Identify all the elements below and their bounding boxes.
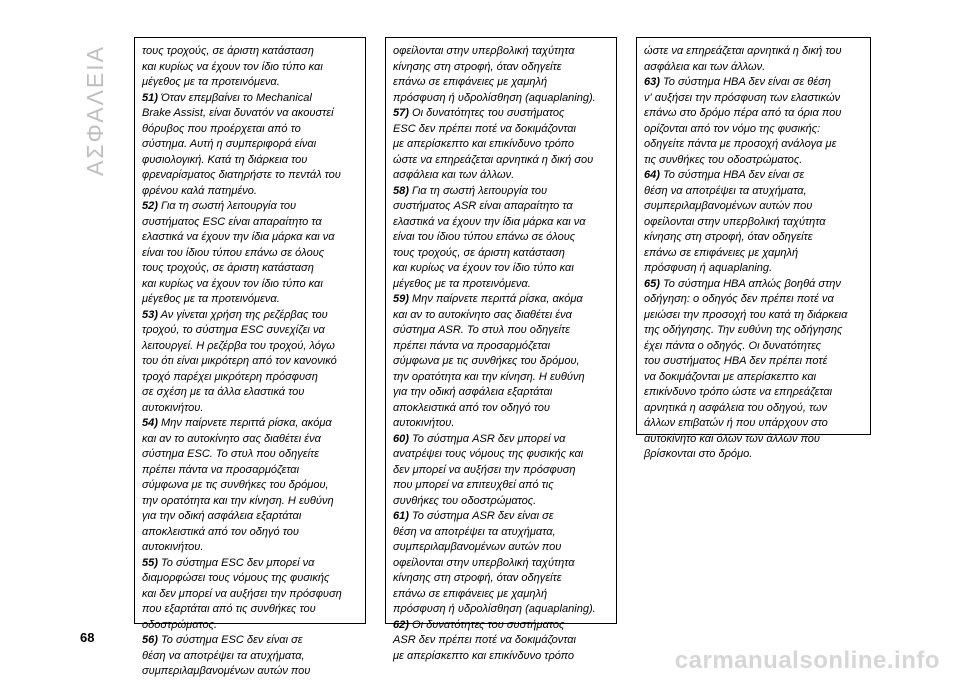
text-line	[142, 525, 360, 541]
text-line	[142, 323, 360, 339]
line-text: πρόσφυση ή υδρολίσθηση (aquaplaning).	[393, 603, 596, 615]
note-number: 55)	[142, 556, 158, 569]
note-number: 65)	[644, 277, 660, 290]
text-line	[393, 168, 611, 184]
line-text: δεν μπορεί να αυξήσει την πρόσφυση	[393, 463, 576, 476]
text-line	[644, 153, 865, 169]
note-start-line	[142, 556, 360, 572]
note-number: 60)	[393, 432, 409, 445]
note-start-line	[142, 416, 360, 432]
text-line	[142, 75, 360, 91]
line-text: οδηγείτε πάντα με προσοχή ανάλογα με	[644, 138, 837, 150]
text-line	[142, 153, 360, 169]
line-text: σύστημα ESC. Το στυλ που οδηγείτε	[142, 448, 320, 460]
text-line	[644, 354, 865, 370]
line-text: οφείλονται στην υπερβολική ταχύτητα	[644, 215, 826, 228]
text-line	[393, 602, 611, 618]
text-line	[142, 649, 360, 665]
line-text: ελαστικά να έχουν την ίδια μάρκα και να	[142, 231, 335, 243]
line-text: Για τη σωστή λειτουργία του	[408, 184, 548, 197]
line-text: Για τη σωστή λειτουργία του	[157, 200, 297, 212]
line-text: ώστε να επηρεάζεται αρνητικά η δική σου	[393, 153, 594, 166]
line-text: ASR δεν πρέπει ποτέ να δοκιμάζονται	[393, 634, 576, 646]
line-text: να δοκιμάζονται με απερίσκεπτο και	[644, 370, 817, 383]
line-text: αποκλειστικά από τον οδηγό του	[142, 525, 299, 538]
note-number: 59)	[393, 293, 409, 305]
text-line	[393, 246, 611, 262]
text-line	[142, 168, 360, 184]
line-text: επάνω σε επιφάνειες με χαμηλή	[393, 587, 548, 600]
text-line	[142, 106, 360, 122]
text-line	[142, 401, 360, 417]
line-text: ασφάλεια και των άλλων.	[644, 60, 766, 73]
line-text: επάνω σε επιφάνειες με χαμηλή	[644, 246, 799, 259]
text-line	[393, 230, 611, 246]
text-line	[393, 540, 611, 556]
line-text: την ορατότητα και την κίνηση. Η ευθύνη	[142, 494, 334, 507]
text-line	[644, 261, 865, 277]
text-line	[644, 60, 865, 76]
note-number: 58)	[393, 184, 409, 197]
line-text: πρόσφυση ή aquaplaning.	[644, 262, 773, 274]
line-text: φρεναρίσματος διατηρήστε το πεντάλ του	[142, 169, 341, 181]
line-text: θόρυβος που προέρχεται από το	[142, 122, 301, 135]
line-text: συνθήκες του οδοστρώματος.	[393, 494, 537, 507]
line-text: επάνω σε επιφάνειες με χαμηλή	[393, 76, 548, 88]
line-text: οφείλονται στην υπερβολική ταχύτητα	[393, 45, 575, 57]
text-line	[142, 60, 360, 76]
text-line	[142, 230, 360, 246]
text-line	[142, 478, 360, 494]
line-text: βρίσκονται στο δρόμο.	[644, 448, 753, 460]
line-text: θέση να αποτρέψει τα ατυχήματα,	[142, 649, 305, 662]
text-line	[142, 184, 360, 200]
line-text: μέγεθος με τα προτεινόμενα.	[142, 293, 280, 305]
line-text: και κυρίως να έχουν τον ίδιο τύπο και	[393, 262, 574, 274]
text-line	[142, 602, 360, 618]
line-text: ελαστικά να έχουν την ίδια μάρκα και να	[393, 215, 586, 228]
text-line	[142, 494, 360, 510]
text-line	[142, 246, 360, 262]
text-line	[393, 323, 611, 339]
text-line	[142, 540, 360, 556]
line-text: συμπεριλαμβανομένων αυτών που	[393, 541, 562, 553]
line-text: με απερίσκεπτο και επικίνδυνο τρόπο	[393, 138, 575, 150]
note-number: 63)	[644, 76, 660, 88]
line-text: κίνησης στη στροφή, όταν οδηγείτε	[644, 231, 813, 243]
note-start-line	[142, 633, 360, 649]
text-line	[142, 44, 360, 60]
line-text: Οι δυνατότητες του συστήματος	[408, 107, 565, 119]
line-text: τροχό παρέχει μικρότερη πρόσφυση	[142, 370, 318, 383]
note-number: 56)	[142, 634, 158, 646]
text-line	[644, 230, 865, 246]
line-text: ασφάλεια και των άλλων.	[393, 169, 515, 181]
text-line	[393, 447, 611, 463]
text-line	[393, 556, 611, 572]
text-line	[644, 308, 865, 324]
note-start-line	[393, 292, 611, 308]
text-line	[142, 122, 360, 138]
line-text: είναι του ίδιου τύπου επάνω σε όλους	[393, 231, 576, 243]
line-text: Το σύστημα ESC δεν μπορεί να	[157, 556, 315, 569]
line-text: σύμφωνα με τις συνθήκες του δρόμου,	[142, 479, 329, 491]
text-line	[393, 215, 611, 231]
line-text: με απερίσκεπτο και επικίνδυνο τρόπο	[393, 649, 575, 662]
line-text: θέση να αποτρέψει τα ατυχήματα,	[393, 525, 556, 538]
line-text: τους τροχούς, σε άριστη κατάσταση	[393, 246, 565, 259]
text-line	[644, 339, 865, 355]
text-line	[142, 137, 360, 153]
line-text: τους τροχούς, σε άριστη κατάσταση	[142, 262, 314, 274]
line-text: τροχού, το σύστημα ESC συνεχίζει να	[142, 324, 325, 336]
note-start-line	[142, 91, 360, 107]
text-line	[393, 91, 611, 107]
note-start-line	[393, 618, 611, 634]
text-line	[393, 137, 611, 153]
line-text: πρέπει πάντα να προσαρμόζεται	[142, 463, 300, 476]
text-line	[393, 60, 611, 76]
text-line	[142, 509, 360, 525]
text-line	[393, 416, 611, 432]
note-start-line	[393, 106, 611, 122]
line-text: Brake Assist, είναι δυνατόν να ακουστεί	[142, 107, 334, 119]
text-line	[644, 137, 865, 153]
line-text: σύστημα ASR. Το στυλ που οδηγείτε	[393, 324, 571, 336]
text-line	[393, 199, 611, 215]
text-line	[142, 447, 360, 463]
line-text: πρέπει πάντα να προσαρμόζεται	[393, 339, 551, 352]
text-line	[142, 370, 360, 386]
line-text: του συστήματος HBA δεν πρέπει ποτέ	[644, 355, 828, 367]
line-text: Το σύστημα ESC δεν είναι σε	[157, 634, 303, 646]
line-text: για την οδική ασφάλεια εξαρτάται	[393, 386, 553, 398]
line-text: αρνητικά η ασφάλεια του οδηγού, των	[644, 401, 828, 414]
text-line	[142, 618, 360, 634]
text-line	[393, 354, 611, 370]
line-text: σε σχέση με τα άλλα ελαστικά του	[142, 386, 305, 398]
text-column-3	[636, 37, 871, 460]
text-line	[393, 385, 611, 401]
text-column-2	[385, 37, 617, 662]
text-line	[393, 277, 611, 293]
text-line	[644, 122, 865, 138]
line-text: Μην παίρνετε περιττά ρίσκα, ακόμα	[157, 417, 332, 429]
line-text: φρένου καλά πατημένο.	[142, 184, 257, 197]
section-title: ΑΣΦΑΛΕΙΑ	[82, 44, 109, 176]
note-start-line	[142, 308, 360, 324]
line-text: αποκλειστικά από τον οδηγό του	[393, 401, 550, 414]
line-text: Το σύστημα HBA απλώς βοηθά στην	[659, 277, 841, 290]
text-line	[393, 463, 611, 479]
text-line	[142, 664, 360, 680]
text-line	[393, 44, 611, 60]
text-line	[142, 354, 360, 370]
note-start-line	[393, 432, 611, 448]
note-start-line	[644, 75, 865, 91]
line-text: και κυρίως να έχουν τον ίδιο τύπο και	[142, 277, 323, 290]
text-line	[393, 571, 611, 587]
line-text: τις συνθήκες του οδοστρώματος.	[644, 153, 803, 166]
line-text: και δεν μπορεί να αυξήσει την πρόσφυση	[142, 587, 342, 600]
line-text: Το σύστημα ASR δεν είναι σε	[408, 510, 554, 522]
text-line	[644, 401, 865, 417]
line-text: μέγεθος με τα προτεινόμενα.	[142, 76, 280, 88]
line-text: Όταν επεμβαίνει το Mechanical	[157, 91, 312, 104]
line-text: για την οδική ασφάλεια εξαρτάται	[142, 510, 302, 522]
line-text: επάνω στο δρόμο πέρα από τα όρια που	[644, 107, 842, 119]
text-line	[393, 478, 611, 494]
text-line	[644, 184, 865, 200]
note-number: 57)	[393, 107, 409, 119]
line-text: σύμφωνα με τις συνθήκες του δρόμου,	[393, 355, 580, 367]
line-text: διαμορφώσει τους νόμους της φυσικής	[142, 572, 330, 584]
text-line	[393, 370, 611, 386]
text-line	[644, 215, 865, 231]
line-text: του ότι είναι μικρότερη από τον κανονικό	[142, 355, 337, 367]
line-text: είναι του ίδιου τύπου επάνω σε όλους	[142, 246, 325, 259]
note-start-line	[142, 199, 360, 215]
text-line	[142, 292, 360, 308]
line-text: έχει πάντα ο οδηγός. Οι δυνατότητες	[644, 339, 821, 352]
line-text: οδοστρώματος.	[142, 618, 218, 631]
line-text: λειτουργεί. Η ρεζέρβα του τροχού, λόγω	[142, 339, 335, 352]
line-text: Αν γίνεται χρήση της ρεζέρβας του	[157, 308, 328, 321]
line-text: μειώσει την προσοχή του κατά τη διάρκεια	[644, 308, 848, 321]
line-text: σύστημα. Αυτή η συμπεριφορά είναι	[142, 138, 317, 150]
note-number: 52)	[142, 200, 158, 212]
line-text: κίνησης στη στροφή, όταν οδηγείτε	[393, 572, 562, 584]
text-line	[142, 463, 360, 479]
line-text: συμπεριλαμβανομένων αυτών που	[644, 200, 813, 212]
note-number: 53)	[142, 308, 158, 321]
line-text: μέγεθος με τα προτεινόμενα.	[393, 277, 531, 290]
text-line	[393, 633, 611, 649]
note-number: 51)	[142, 91, 158, 104]
page-number: 68	[80, 630, 95, 645]
line-text: και αν το αυτοκίνητο σας διαθέτει ένα	[393, 308, 572, 321]
text-line	[142, 587, 360, 603]
line-text: φυσιολογική. Κατά τη διάρκεια του	[142, 153, 308, 166]
text-line	[142, 432, 360, 448]
text-line	[644, 246, 865, 262]
text-line	[644, 106, 865, 122]
text-line	[644, 416, 865, 432]
line-text: αυτοκινήτου.	[142, 401, 204, 414]
note-number: 61)	[393, 510, 409, 522]
text-line	[393, 153, 611, 169]
line-text: Μην παίρνετε περιττά ρίσκα, ακόμα	[408, 293, 583, 305]
text-column-1	[134, 37, 366, 677]
line-text: που μπορεί να επιτευχθεί από τις	[393, 479, 554, 491]
note-number: 62)	[393, 618, 409, 631]
line-text: και αν το αυτοκίνητο σας διαθέτει ένα	[142, 432, 321, 445]
line-text: άλλων επιβατών ή που υπάρχουν στο	[644, 417, 828, 429]
text-line	[644, 370, 865, 386]
text-line	[142, 339, 360, 355]
text-line	[393, 75, 611, 91]
line-text: οδήγηση: ο οδηγός δεν πρέπει ποτέ να	[644, 293, 834, 305]
text-line	[644, 447, 865, 463]
note-number: 54)	[142, 417, 158, 429]
line-text: Το σύστημα HBA δεν είναι σε θέση	[659, 76, 831, 88]
text-line	[393, 587, 611, 603]
text-line	[393, 649, 611, 665]
text-line	[393, 308, 611, 324]
line-text: συστήματος ESC είναι απαραίτητο τα	[142, 215, 322, 228]
line-text: της οδήγησης. Την ευθύνη της οδήγησης	[644, 324, 843, 336]
text-line	[644, 385, 865, 401]
line-text: Το σύστημα HBA δεν είναι σε	[659, 169, 805, 181]
text-line	[644, 323, 865, 339]
text-line	[142, 385, 360, 401]
line-text: αυτοκινήτου.	[142, 541, 204, 553]
note-start-line	[393, 509, 611, 525]
line-text: κίνησης στη στροφή, όταν οδηγείτε	[393, 60, 562, 73]
text-line	[644, 432, 865, 448]
line-text: τους τροχούς, σε άριστη κατάσταση	[142, 45, 314, 57]
text-line	[142, 215, 360, 231]
text-line	[644, 292, 865, 308]
line-text: και κυρίως να έχουν τον ίδιο τύπο και	[142, 60, 323, 73]
text-line	[393, 494, 611, 510]
line-text: ώστε να επηρεάζεται αρνητικά η δική του	[644, 45, 842, 57]
line-text: επικίνδυνο τρόπο ώστε να επηρεάζεται	[644, 386, 833, 398]
line-text: πρόσφυση ή υδρολίσθηση (aquaplaning).	[393, 91, 596, 104]
text-line	[393, 339, 611, 355]
line-text: ν' αυξήσει την πρόσφυση των ελαστικών	[644, 91, 841, 104]
note-start-line	[393, 184, 611, 200]
line-text: ESC δεν πρέπει ποτέ να δοκιμάζονται	[393, 122, 576, 135]
line-text: την ορατότητα και την κίνηση. Η ευθύνη	[393, 370, 585, 383]
note-number: 64)	[644, 169, 660, 181]
line-text: συμπεριλαμβανομένων αυτών που	[142, 665, 311, 677]
text-line	[142, 261, 360, 277]
note-start-line	[644, 168, 865, 184]
line-text: Οι δυνατότητες του συστήματος	[408, 618, 565, 631]
text-line	[142, 277, 360, 293]
line-text: ανατρέψει τους νόμους της φυσικής και	[393, 448, 584, 460]
line-text: αυτοκινήτου.	[393, 417, 455, 429]
note-start-line	[644, 277, 865, 293]
line-text: ορίζονται από τον νόμο της φυσικής:	[644, 122, 821, 135]
line-text: θέση να αποτρέψει τα ατυχήματα,	[644, 184, 807, 197]
watermark: carmanualsonline.info	[674, 647, 940, 674]
text-line	[393, 261, 611, 277]
text-line	[644, 91, 865, 107]
text-line	[393, 525, 611, 541]
line-text: που εξαρτάται από τις συνθήκες του	[142, 603, 316, 615]
line-text: Το σύστημα ASR δεν μπορεί να	[408, 432, 566, 445]
text-line	[393, 122, 611, 138]
line-text: αυτοκίνητο και όλων των άλλων που	[644, 432, 820, 445]
text-line	[393, 401, 611, 417]
text-line	[142, 571, 360, 587]
section-title-container	[76, 40, 116, 180]
line-text: οφείλονται στην υπερβολική ταχύτητα	[393, 556, 575, 569]
text-line	[644, 44, 865, 60]
line-text: συστήματος ASR είναι απαραίτητο τα	[393, 200, 573, 212]
text-line	[644, 199, 865, 215]
